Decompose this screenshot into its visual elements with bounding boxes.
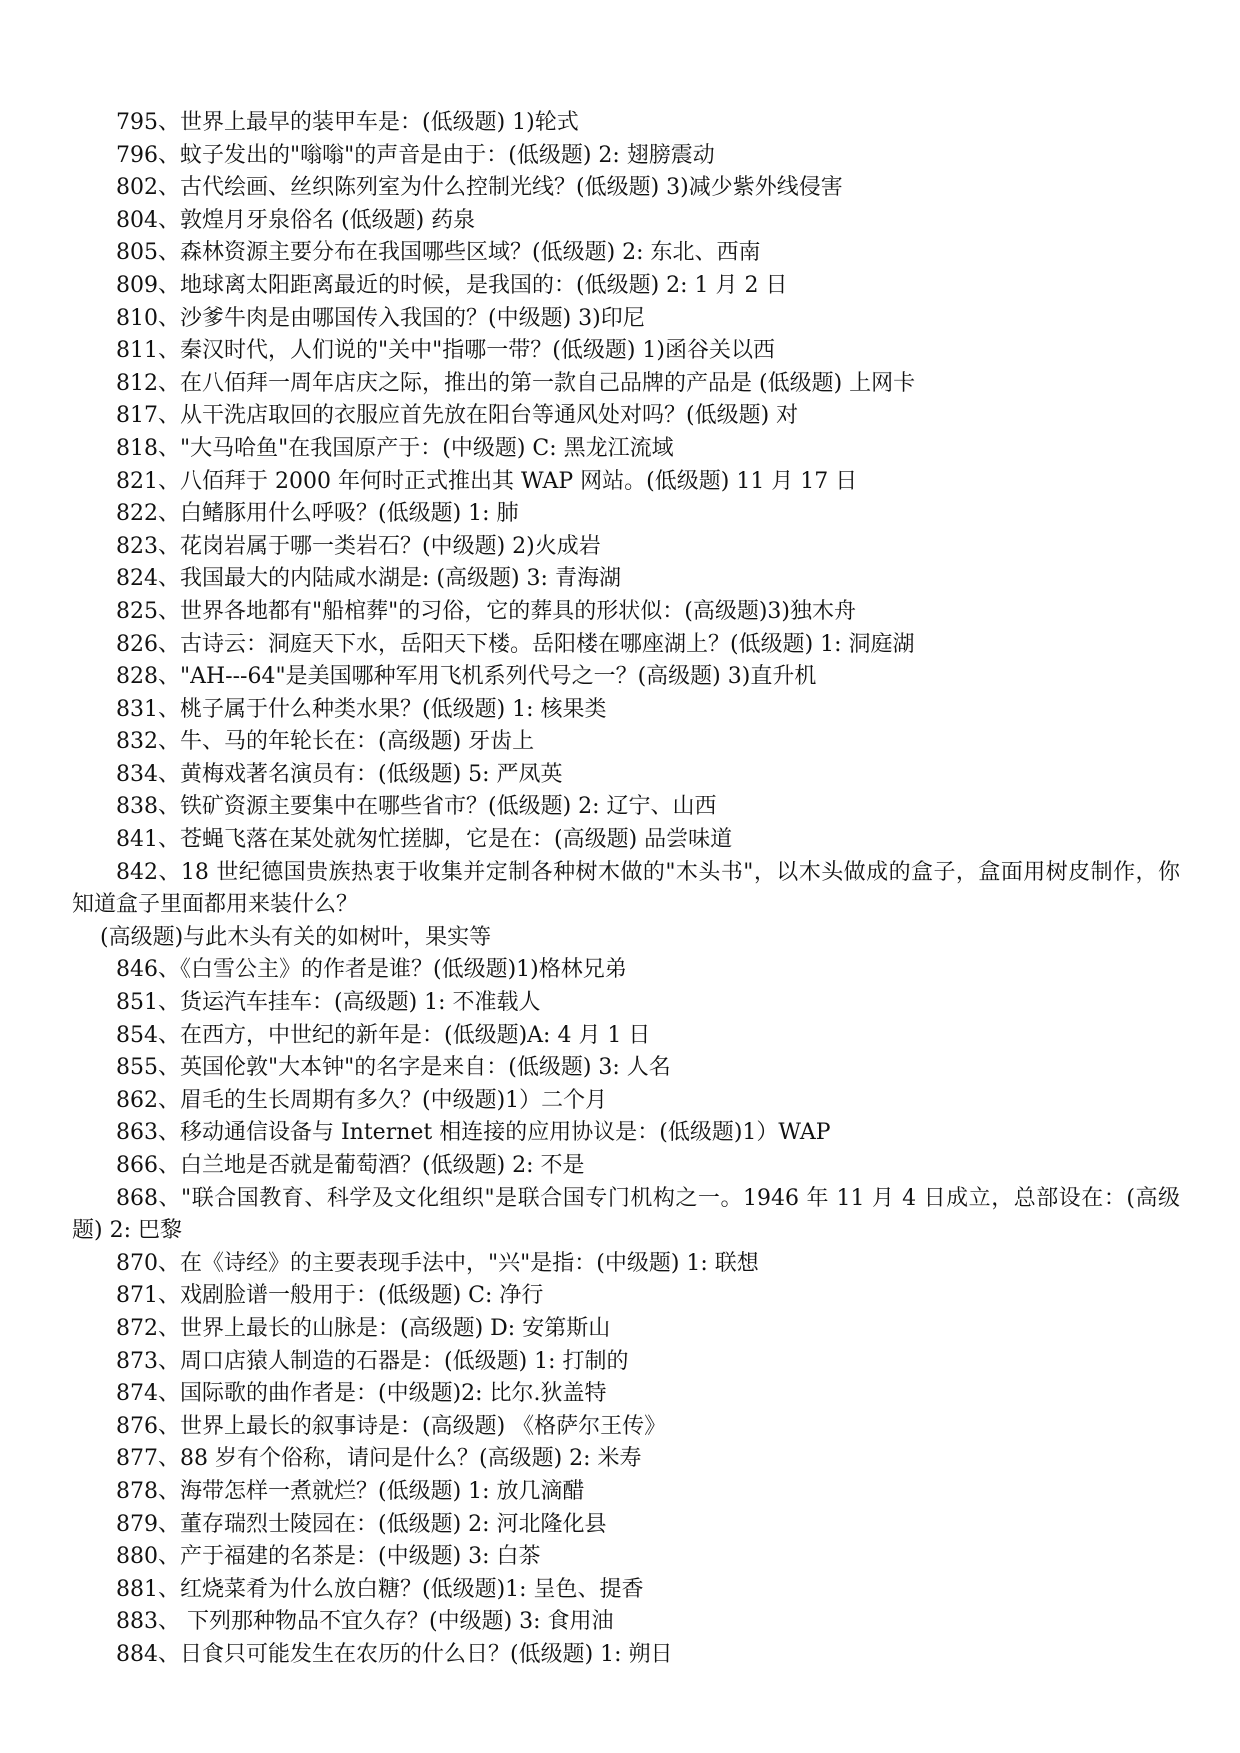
qa-answer-842: (高级题)与此木头有关的如树叶，果实等 — [100, 924, 492, 950]
qa-line: 877、88 岁有个俗称，请问是什么？(高级题) 2: 米寿 — [116, 1446, 642, 1472]
qa-paragraph-842: 842、18 世纪德国贵族热衷于收集并定制各种树木做的"木头书"，以木头做成的盒子，盒面用树皮制作，你知道盒子里面都用来装什么？ — [72, 859, 1180, 918]
qa-line: 804、敦煌月牙泉俗名 (低级题) 药泉 — [116, 207, 476, 233]
qa-line: 811、秦汉时代，人们说的"关中"指哪一带？(低级题) 1)函谷关以西 — [116, 338, 775, 364]
qa-line: 821、八佰拜于 2000 年何时正式推出其 WAP 网站。(低级题) 11 月 17 日 — [116, 468, 858, 494]
qa-line: 823、花岗岩属于哪一类岩石？(中级题) 2)火成岩 — [116, 533, 601, 559]
qa-line: 831、桃子属于什么种类水果？(低级题) 1: 核果类 — [116, 696, 607, 722]
qa-line: 880、产于福建的名茶是：(中级题) 3: 白茶 — [116, 1544, 541, 1570]
qa-line: 863、移动通信设备与 Internet 相连接的应用协议是：(低级题)1）WAP — [116, 1120, 831, 1146]
qa-line: 881、红烧菜肴为什么放白糖？(低级题)1: 呈色、提香 — [116, 1576, 644, 1602]
qa-line: 876、世界上最长的叙事诗是：(高级题) 《格萨尔王传》 — [116, 1413, 667, 1439]
qa-line: 832、牛、马的年轮长在：(高级题) 牙齿上 — [116, 729, 535, 755]
qa-line: 809、地球离太阳距离最近的时候，是我国的：(低级题) 2: 1 月 2 日 — [116, 272, 788, 298]
qa-line: 846、《白雪公主》的作者是谁？(低级题)1)格林兄弟 — [116, 957, 627, 983]
qa-paragraph-868: 868、"联合国教育、科学及文化组织"是联合国专门机构之一。1946 年 11 月 4 日成立，总部设在：(高级题) 2: 巴黎 — [72, 1185, 1180, 1244]
qa-line: 884、日食只可能发生在农历的什么日？(低级题) 1: 朔日 — [116, 1641, 673, 1667]
qa-line: 826、古诗云：洞庭天下水，岳阳天下楼。岳阳楼在哪座湖上？(低级题) 1: 洞庭湖 — [116, 631, 915, 657]
qa-line: 855、英国伦敦"大本钟"的名字是来自：(低级题) 3: 人名 — [116, 1055, 671, 1081]
qa-line: 838、铁矿资源主要集中在哪些省市？(低级题) 2: 辽宁、山西 — [116, 794, 717, 820]
qa-line: 834、黄梅戏著名演员有：(低级题) 5: 严凤英 — [116, 761, 563, 787]
qa-line: 883、 下列那种物品不宜久存？(中级题) 3: 食用油 — [116, 1609, 614, 1635]
qa-line: 871、戏剧脸谱一般用于：(低级题) C: 净行 — [116, 1283, 544, 1309]
qa-line: 866、白兰地是否就是葡萄酒？(低级题) 2: 不是 — [116, 1153, 585, 1178]
qa-line: 825、世界各地都有"船棺葬"的习俗，它的葬具的形状似：(高级题)3)独木舟 — [116, 598, 856, 624]
qa-line: 878、海带怎样一煮就烂？(低级题) 1: 放几滴醋 — [116, 1478, 585, 1504]
qa-line: 817、从干洗店取回的衣服应首先放在阳台等通风处对吗？(低级题) 对 — [116, 403, 799, 429]
qa-line: 874、国际歌的曲作者是：(中级题)2: 比尔.狄盖特 — [116, 1381, 607, 1407]
qa-line: 818、"大马哈鱼"在我国原产于：(中级题) C: 黑龙江流域 — [116, 435, 674, 461]
qa-line: 812、在八佰拜一周年店庆之际，推出的第一款自己品牌的产品是 (低级题) 上网卡 — [116, 370, 916, 396]
qa-line: 795、世界上最早的装甲车是：(低级题) 1)轮式 — [116, 110, 579, 135]
qa-line: 805、森林资源主要分布在我国哪些区域？(低级题) 2: 东北、西南 — [116, 240, 761, 266]
qa-line: 870、在《诗经》的主要表现手法中，"兴"是指：(中级题) 1: 联想 — [116, 1250, 759, 1276]
qa-line: 810、沙爹牛肉是由哪国传入我国的？(中级题) 3)印尼 — [116, 305, 645, 331]
qa-line: 822、白鳍豚用什么呼吸？(低级题) 1: 肺 — [116, 501, 519, 527]
qa-line: 879、董存瑞烈士陵园在：(低级题) 2: 河北隆化县 — [116, 1511, 607, 1537]
qa-line: 841、苍蝇飞落在某处就匆忙搓脚，它是在：(高级题) 品尝味道 — [116, 827, 733, 853]
qa-line: 862、眉毛的生长周期有多久？(中级题)1）二个月 — [116, 1087, 608, 1113]
qa-line: 828、"AH---64"是美国哪种军用飞机系列代号之一？(高级题) 3)直升机 — [116, 664, 817, 690]
qa-line: 854、在西方，中世纪的新年是：(低级题)A: 4 月 1 日 — [116, 1022, 651, 1048]
qa-line: 873、周口店猿人制造的石器是：(低级题) 1: 打制的 — [116, 1348, 629, 1374]
qa-line: 824、我国最大的内陆咸水湖是: (高级题) 3: 青海湖 — [116, 566, 621, 592]
qa-line: 851、货运汽车挂车：(高级题) 1: 不准载人 — [116, 990, 541, 1016]
qa-line: 796、蚊子发出的"嗡嗡"的声音是由于：(低级题) 2: 翅膀震动 — [116, 142, 715, 168]
document-page — [72, 107, 1180, 1672]
qa-line: 802、古代绘画、丝织陈列室为什么控制光线？(低级题) 3)减少紫外线侵害 — [116, 175, 843, 201]
qa-line: 872、世界上最长的山脉是：(高级题) D: 安第斯山 — [116, 1315, 611, 1341]
